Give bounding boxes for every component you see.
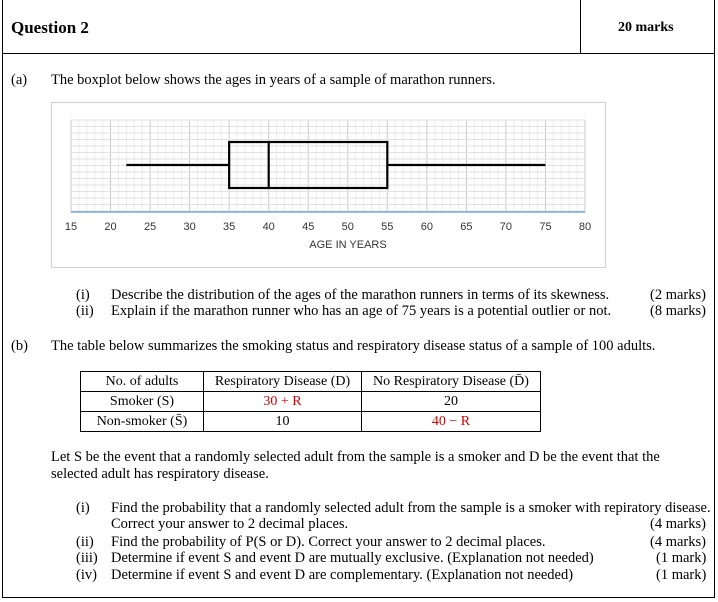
b-item-marks: (4 marks) (650, 534, 706, 550)
b-item-text: Determine if event S and event D are complementary. (Explanation not needed) (111, 567, 574, 583)
table-row (81, 392, 541, 412)
table-cell: 10 (204, 412, 362, 432)
header-divider (580, 0, 581, 54)
x-tick-label: 30 (183, 221, 196, 233)
x-tick-label: 50 (341, 221, 354, 233)
x-tick-label: 20 (104, 221, 117, 233)
b-item-text: Correct your answer to 2 decimal places. (111, 516, 349, 532)
b-item-marks: (1 mark) (656, 550, 707, 566)
b-item-num: (iv) (76, 567, 97, 583)
table-cell: Non-smoker (S̄) (81, 412, 204, 432)
table-header-row (81, 372, 541, 392)
b-item-num: (ii) (76, 534, 94, 550)
question-title: Question 2 (11, 18, 89, 37)
a-item-text: Explain if the marathon runner who has an age of 75 years is a potential outlier or not. (111, 303, 612, 319)
table-row (81, 412, 541, 432)
question-header (2, 0, 715, 54)
table-header: No. of adults (81, 372, 204, 392)
part-a-label: (a) (11, 72, 28, 88)
x-tick-label: 35 (223, 221, 236, 233)
b-item-marks: (4 marks) (650, 516, 706, 532)
b-item-num: (i) (76, 500, 90, 516)
table-cell: 30 + R (204, 392, 362, 412)
x-tick-label: 60 (420, 221, 433, 233)
x-tick-label: 55 (381, 221, 394, 233)
a-item-text: Describe the distribution of the ages of the marathon runners in terms of its skewness. (111, 287, 610, 303)
x-tick-label: 65 (460, 221, 473, 233)
x-tick-label: 45 (302, 221, 315, 233)
smoking-table (80, 371, 541, 432)
b-item-marks: (1 mark) (656, 567, 707, 583)
table-cell: 40 − R (362, 412, 541, 432)
x-tick-label: 70 (499, 221, 513, 233)
a-item-marks: (8 marks) (650, 303, 706, 319)
table-header: Respiratory Disease (D) (204, 372, 362, 392)
x-tick-label: 25 (143, 221, 157, 233)
part-b-intro: The table below summarizes the smoking status and respiratory disease status of a sample of 100 adults. (51, 338, 656, 354)
event-definition: Let S be the event that a randomly selected adult from the sample is a smoker and D be the event that the (51, 449, 660, 465)
a-item-num: (ii) (76, 303, 94, 319)
x-tick-label: 75 (539, 221, 552, 233)
b-item-text: Determine if event S and event D are mutually exclusive. (Explanation not needed) (111, 550, 594, 566)
b-item-num: (iii) (76, 550, 98, 566)
x-tick-label: 40 (262, 221, 275, 233)
x-tick-label: 80 (578, 221, 592, 233)
table-cell: 20 (362, 392, 541, 412)
part-b-label: (b) (11, 338, 28, 354)
table-header: No Respiratory Disease (D̄) (362, 372, 541, 392)
total-marks: 20 marks (618, 20, 674, 35)
table-cell: Smoker (S) (81, 392, 204, 412)
a-item-marks: (2 marks) (650, 287, 706, 303)
x-axis-title: AGE IN YEARS (309, 239, 387, 251)
b-item-text: Find the probability of P(S or D). Correct your answer to 2 decimal places. (111, 534, 546, 550)
a-item-num: (i) (76, 287, 90, 303)
x-tick-label: 15 (64, 221, 78, 233)
boxplot-chart (51, 102, 606, 268)
event-definition: selected adult has respiratory disease. (51, 466, 269, 482)
b-item-text: Find the probability that a randomly selected adult from the sample is a smoker with repiratory disease. (111, 500, 711, 516)
part-a-intro: The boxplot below shows the ages in years of a sample of marathon runners. (51, 72, 496, 88)
